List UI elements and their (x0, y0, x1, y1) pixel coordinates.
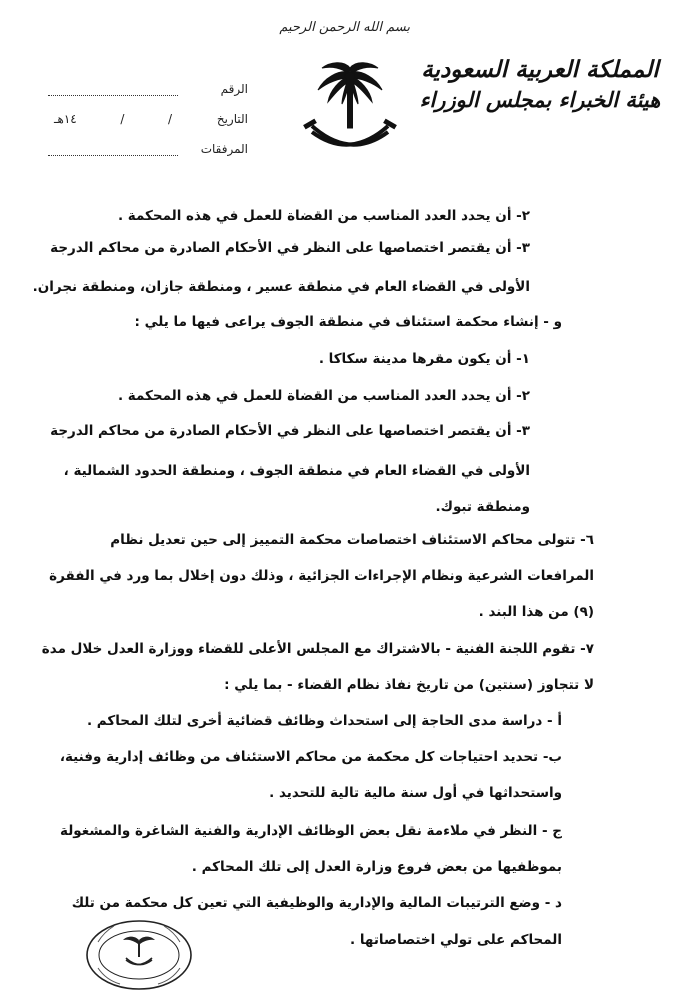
attachments-label: المرفقات (200, 142, 248, 156)
body-line: (٩) من هذا البند . (478, 604, 594, 620)
body-line: ٣- أن يقتصر اختصاصها على النظر في الأحكام الصادرة من محاكم الدرجة (50, 423, 530, 439)
date-slash-1: / (167, 112, 172, 126)
body-line: واستحداثها في أول سنة مالية تالية للتحديد . (269, 785, 562, 801)
date-label: التاريخ (216, 112, 248, 126)
body-line: و - إنشاء محكمة استئناف في منطقة الجوف يراعى فيها ما يلي : (134, 314, 562, 330)
body-line: ٦- تتولى محاكم الاستئناف اختصاصات محكمة التمييز إلى حين تعديل نظام (110, 532, 594, 548)
body-line: ٢- أن يحدد العدد المناسب من القضاة للعمل في هذه المحكمة . (117, 208, 530, 224)
body-line: ٧- تقوم اللجنة الفنية - بالاشتراك مع المجلس الأعلى للقضاء ووزارة العدل خلال مدة (41, 641, 594, 657)
body-line: أ - دراسة مدى الحاجة إلى استحداث وظائف قضائية أخرى لتلك المحاكم . (86, 713, 562, 729)
body-line: ٢- أن يحدد العدد المناسب من القضاة للعمل في هذه المحكمة . (117, 388, 530, 404)
body-line: د - وضع الترتيبات المالية والإدارية والوظيفية التي تعين كل محكمة من تلك (71, 895, 562, 911)
date-slash-2: / (120, 112, 125, 126)
reference-number-label: الرقم (220, 82, 248, 96)
body-line: ١- أن يكون مقرها مدينة سكاكا . (318, 351, 530, 367)
body-line: بموظفيها من بعض فروع وزارة العدل إلى تلك المحاكم . (191, 859, 562, 875)
body-line: ومنطقة تبوك. (435, 499, 530, 515)
body-line: ج - النظر في ملاءمة نقل بعض الوظائف الإدارية والفنية الشاغرة والمشغولة (60, 823, 562, 839)
org-name-bureau: هيئة الخبراء بمجلس الوزراء (419, 87, 661, 112)
body-line: لا تتجاوز (سنتين) من تاريخ نفاذ نظام القضاء - بما يلي : (224, 677, 594, 693)
body-line: الأولى في القضاء العام في منطقة الجوف ، ومنطقة الحدود الشمالية ، (63, 463, 530, 479)
body-line: الأولى في القضاء العام في منطقة عسير ، ومنطقة جازان، ومنطقة نجران. (32, 279, 530, 295)
basmala: بسم الله الرحمن الرحيم (279, 20, 410, 35)
body-line: ٣- أن يقتصر اختصاصها على النظر في الأحكام الصادرة من محاكم الدرجة (50, 240, 530, 256)
body-line: المرافعات الشرعية ونظام الإجراءات الجزائية ، وذلك دون إخلال بما ورد في الفقرة (49, 568, 594, 584)
body-line: المحاكم على تولي اختصاصاتها . (350, 932, 562, 948)
date-year-suffix: ١٤هـ (54, 112, 77, 126)
body-line: ب- تحديد احتياجات كل محكمة من محاكم الاستئناف من وظائف إدارية وفنية، (59, 749, 562, 765)
org-name-kingdom: المملكة العربية السعودية (421, 56, 659, 83)
official-seal-icon (84, 918, 194, 993)
